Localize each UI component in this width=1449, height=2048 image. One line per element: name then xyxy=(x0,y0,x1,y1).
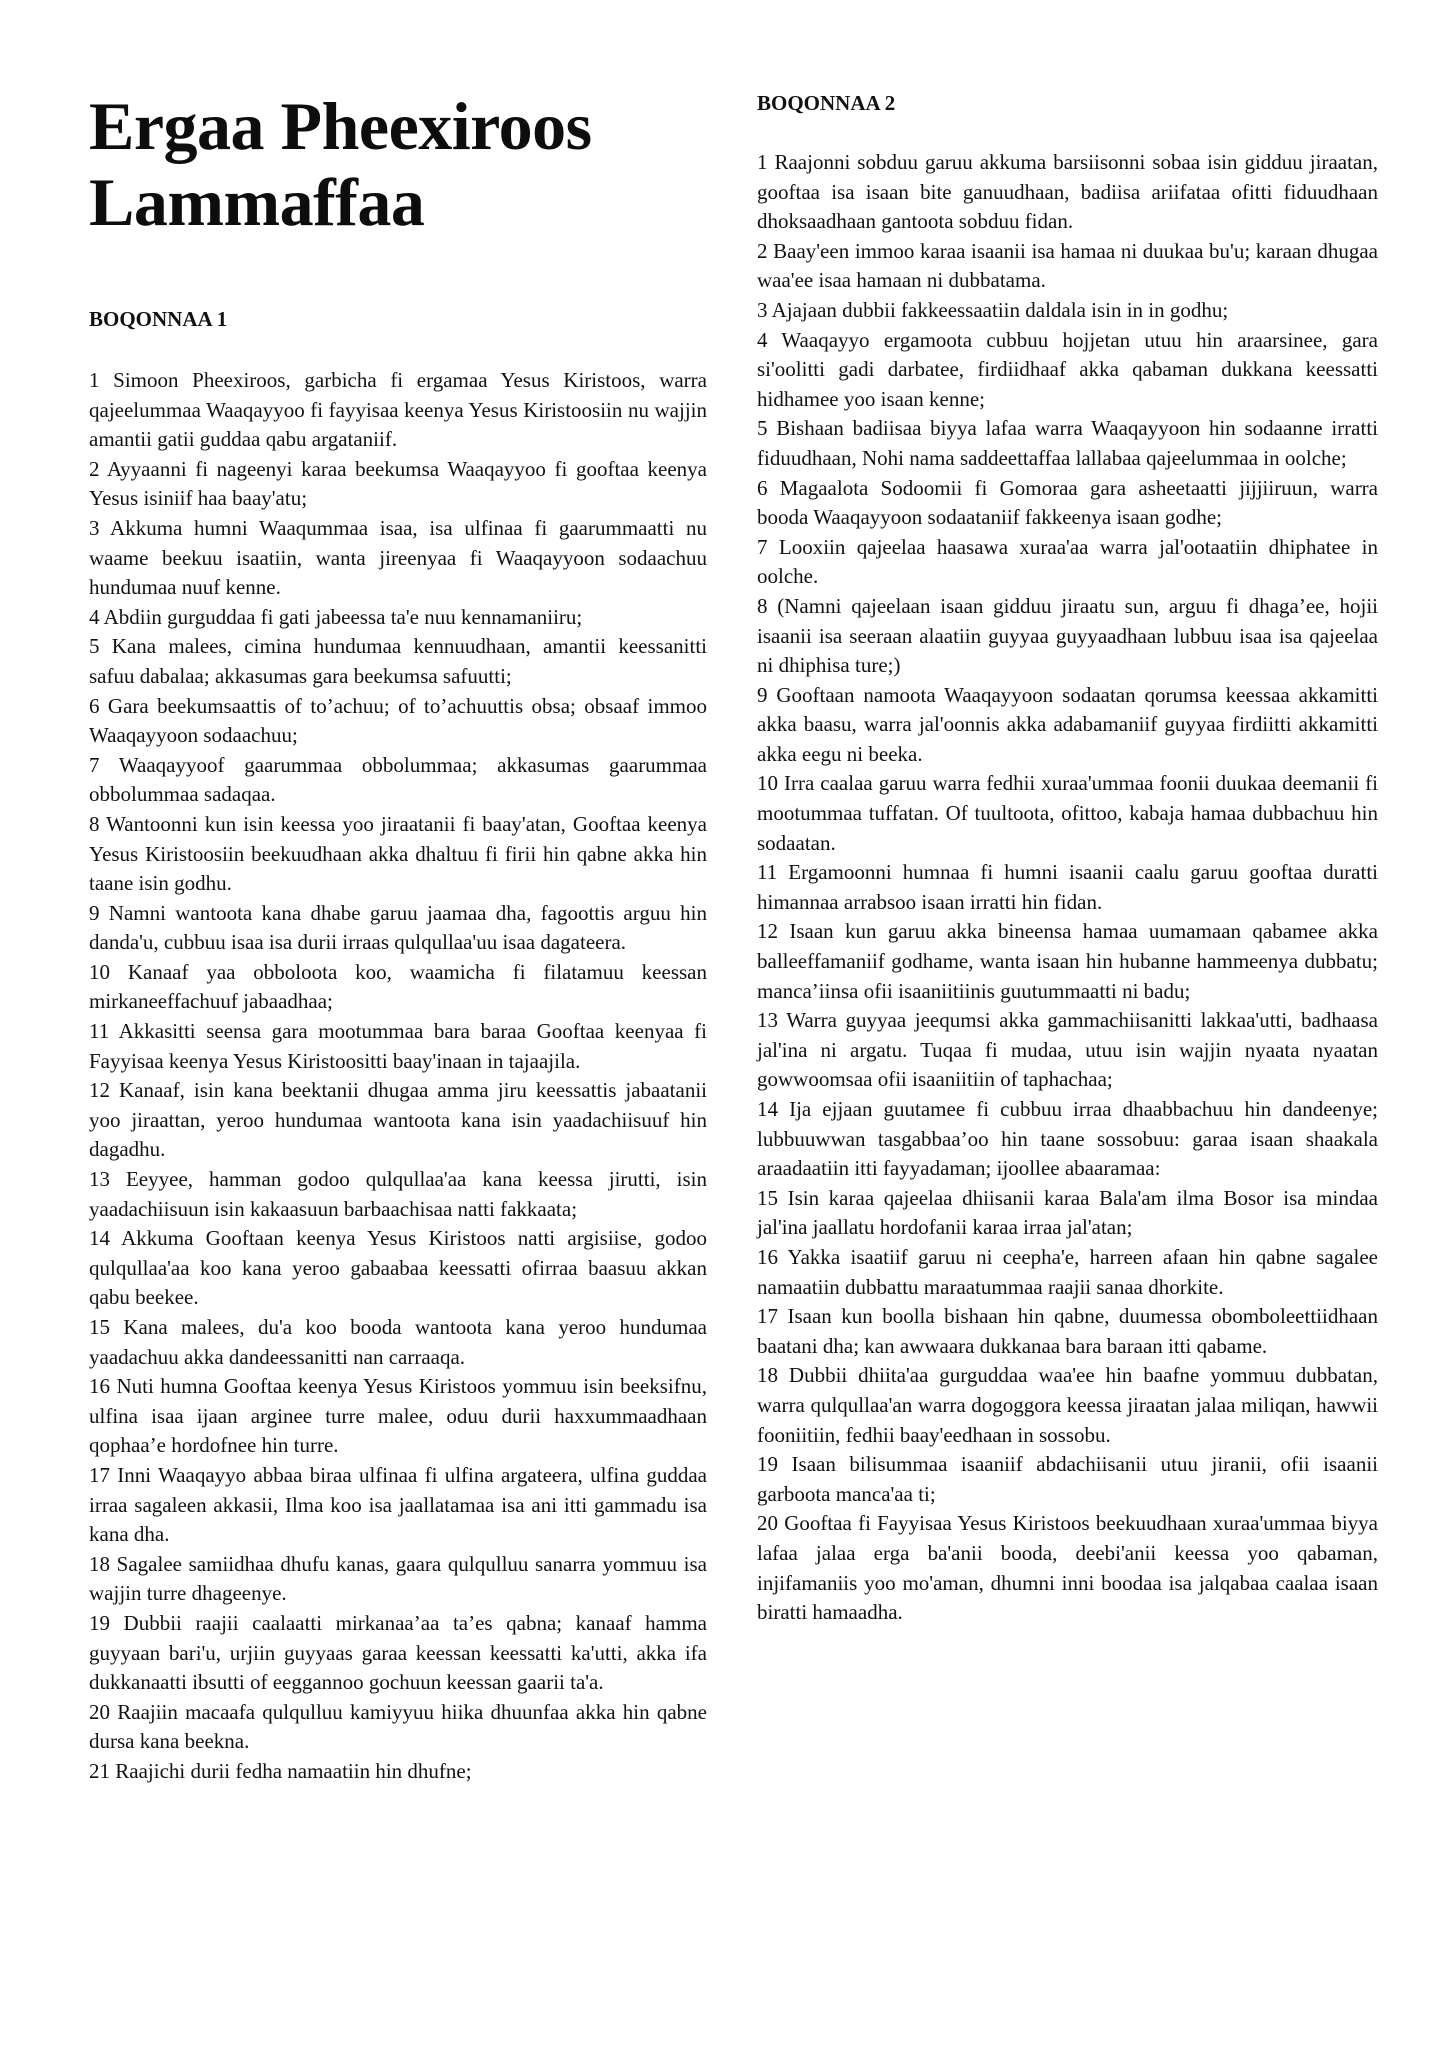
verse: 11 Ergamoonni humnaa fi humni isaanii caalu garuu gooftaa duratti himannaa arrabsoo isaan irratti hin fidan. xyxy=(757,860,1378,914)
verse: 18 Dubbii dhiita'aa gurguddaa waa'ee hin baafne yommuu dubbatan, warra qulqullaa'an warra dogoggora keessa jiraatan jalaa miliqan, hawwii fooniitiin, fedhii baay'eedhaan in sossobu. xyxy=(757,1363,1378,1447)
verse: 7 Waaqayyoof gaarummaa obbolummaa; akkasumas gaarummaa obbolummaa sadaqaa. xyxy=(89,752,707,807)
verse: 9 Namni wantoota kana dhabe garuu jaamaa dha, fagoottis arguu hin danda'u, cubbuu isaa isa durii irraas qulqullaa'uu isaa dagateera. xyxy=(89,900,707,955)
verse: 19 Dubbii raajii caalaatti mirkanaa’aa ta’es qabna; kanaaf hamma guyyaan bari'u, urjiin guyyaas garaa keessan keessatti ka'utti, akka ifa dukkanaatti ibsutti of eeggannoo gochuun keessan gaarii ta'a. xyxy=(89,1610,707,1695)
verse: 6 Magaalota Sodoomii fi Gomoraa gara asheetaatti jijjiiruun, warra booda Waaqayyoon sodaataniif fakkeenya isaan godhe; xyxy=(757,475,1378,530)
verse: 15 Kana malees, du'a koo booda wantoota kana yeroo hundumaa yaadachuu akka dandeessanitti nan carraaqa. xyxy=(89,1315,707,1369)
verse: 16 Nuti humna Gooftaa keenya Yesus Kiristoos yommuu isin beeksifnu, ulfina isaa ijaan arginee turre malee, oduu durii haxxummaadhaan qophaa’e hordofnee hin turre. xyxy=(89,1374,707,1458)
chapter-1-heading: BOQONNAA 1 xyxy=(89,307,228,331)
verse: 7 Looxiin qajeelaa haasawa xuraa'aa warra jal'ootaatiin dhiphatee in oolche. xyxy=(757,534,1378,589)
verse: 14 Akkuma Gooftaan keenya Yesus Kiristoos natti argisiise, godoo qulqullaa'aa koo kana yeroo gabaabaa keessatti ofirraa baasuu akkan qabu beekee. xyxy=(89,1226,707,1310)
verse: 17 Isaan kun boolla bishaan hin qabne, duumessa obomboleettiidhaan baatani dha; kan awwaara dukkanaa bara baraan itti qabame. xyxy=(757,1304,1378,1358)
verse: 4 Waaqayyo ergamoota cubbuu hojjetan utuu hin araarsinee, gara si'oolitti gadi darbatee, firdiidhaaf akka qabaman dukkana keessatti hidhamee yoo isaan kenne; xyxy=(757,327,1378,411)
verse: 1 Simoon Pheexiroos, garbicha fi ergamaa Yesus Kiristoos, warra qajeelummaa Waaqayyoo fi fayyisaa keenya Yesus Kiristoosiin nu wajjin amantii gatii guddaa qabu argataniif. xyxy=(89,368,707,452)
verse: 2 Ayyaanni fi nageenyi karaa beekumsa Waaqayyoo fi gooftaa keenya Yesus isiniif haa baay'atu; xyxy=(89,456,707,511)
verse: 3 Akkuma humni Waaqummaa isaa, isa ulfinaa fi gaarummaatti nu waame beekuu isaatiin, wanta jireenyaa fi Waaqayyoon sodaachuu hundumaa nuuf kenne. xyxy=(89,515,707,600)
verse: 18 Sagalee samiidhaa dhufu kanas, gaara qulqulluu sanarra yommuu isa wajjin turre dhageenye. xyxy=(89,1551,707,1606)
verse: 5 Kana malees, cimina hundumaa kennuudhaan, amantii keessanitti safuu dabalaa; akkasumas gara beekumsa safuutti; xyxy=(89,634,707,688)
verse: 2 Baay'een immoo karaa isaanii isa hamaa ni duukaa bu'u; karaan dhugaa waa'ee isaa hamaan ni dubbatama. xyxy=(757,238,1378,293)
verse: 5 Bishaan badiisaa biyya lafaa warra Waaqayyoon hin sodaanne irratti fiduudhaan, Nohi nama saddeettaffaa lallabaa qajeelummaa in oolche; xyxy=(757,416,1378,470)
verse: 8 Wantoonni kun isin keessa yoo jiraatanii fi baay'atan, Gooftaa keenya Yesus Kiristoosiin beekuudhaan akka dhaltuu fi firii hin qabne akka hin taane isin godhu. xyxy=(89,811,707,896)
chapter-2-verses xyxy=(757,148,1378,1628)
verse: 10 Kanaaf yaa obboloota koo, waamicha fi filatamuu keessan mirkaneeffachuuf jabaadhaa; xyxy=(89,959,707,1014)
verse: 4 Abdiin gurguddaa fi gati jabeessa ta'e nuu kennamaniiru; xyxy=(89,604,583,629)
verse: 16 Yakka isaatiif garuu ni ceepha'e, harreen afaan hin qabne sagalee namaatiin dubbattu maraatummaa raajii sanaa dhorkite. xyxy=(757,1244,1378,1299)
verse: 1 Raajonni sobduu garuu akkuma barsiisonni sobaa isin gidduu jiraatan, gooftaa isa isaan bite ganuudhaan, badiisa ariifataa ofitti fiduudhaan dhoksaadhaan gantoota sobduu fidan. xyxy=(757,150,1378,234)
verse: 8 (Namni qajeelaan isaan gidduu jiraatu sun, arguu fi dhaga’ee, hojii isaanii isa seeraan alaatiin guyyaa guyyaadhaan lubbuu isaa isa qajeelaa ni dhiphisa ture;) xyxy=(757,593,1378,678)
verse: 9 Gooftaan namoota Waaqayyoon sodaatan qorumsa keessaa akkamitti akka baasu, warra jal'oonnis akka adabamaniif guyyaa firdiitti akkamitti akka eegu ni beeka. xyxy=(757,682,1378,766)
verse: 6 Gara beekumsaattis of to’achuu; of to’achuuttis obsa; obsaaf immoo Waaqayyoon sodaachuu; xyxy=(89,693,707,748)
verse: 13 Warra guyyaa jeequmsi akka gammachiisanitti lakkaa'utti, badhaasa jal'ina ni argatu. Tuqaa fi mudaa, utuu isin wajjin nyaata nyaatan gowwoomsaa ofii isaaniitiin of taphachaa; xyxy=(757,1008,1378,1092)
verse: 11 Akkasitti seensa gara mootummaa bara baraa Gooftaa keenyaa fi Fayyisaa keenya Yesus Kiristoositti baay'inaan in tajaajila. xyxy=(89,1019,707,1073)
verse: 15 Isin karaa qajeelaa dhiisanii karaa Bala'am ilma Bosor isa mindaa jal'ina jaallatu hordofanii karaa irraa jal'atan; xyxy=(757,1185,1378,1240)
book-title-line-1: Ergaa Pheexiroos xyxy=(89,88,592,164)
verse: 12 Isaan kun garuu akka bineensa hamaa uumamaan qabamee akka balleeffamaniif godhame, wanta isaan hin hubanne hammeenya dubbatu; manca’iinsa ofii isaaniitiinis guutummaatti ni badu; xyxy=(757,919,1378,1003)
verse: 10 Irra caalaa garuu warra fedhii xuraa'ummaa foonii duukaa deemanii fi mootummaa tuffatan. Of tuultoota, ofittoo, kabaja hamaa dubbachuu hin sodaatan. xyxy=(757,771,1378,855)
verse: 13 Eeyyee, hamman godoo qulqullaa'aa kana keessa jirutti, isin yaadachiisuun isin kakaasuun barbaachisaa natti fakkaata; xyxy=(89,1167,707,1221)
verse: 20 Gooftaa fi Fayyisaa Yesus Kiristoos beekuudhaan xuraa'ummaa biyya lafaa jalaa erga ba'anii booda, deebi'anii keessa yoo qabaman, injifamaniis yoo mo'aman, dhumni inni boodaa isa jalqabaa caalaa isaan biratti hamaadha. xyxy=(757,1511,1378,1625)
verse: 3 Ajajaan dubbii fakkeessaatiin daldala isin in in godhu; xyxy=(757,297,1229,322)
verse: 17 Inni Waaqayyo abbaa biraa ulfinaa fi ulfina argateera, ulfina guddaa irraa sagaleen akkasii, Ilma koo isa jaallatamaa isa ani itti gammadu isa kana dha. xyxy=(89,1462,707,1547)
verse: 19 Isaan bilisummaa isaaniif abdachiisanii utuu jiranii, ofii isaanii garboota manca'aa ti; xyxy=(757,1452,1378,1506)
verse: 14 Ija ejjaan guutamee fi cubbuu irraa dhaabbachuu hin dandeenye; lubbuuwwan tasgabbaa’oo hin taane sossobuu: garaa isaan shaakala araadaatiin itti fayyadaman; ijoollee abaaramaa: xyxy=(757,1097,1378,1181)
verse: 12 Kanaaf, isin kana beektanii dhugaa amma jiru keessattis jabaatanii yoo jiraattan, yeroo hundumaa wantoota kana isin yaadachiisuuf hin dagadhu. xyxy=(89,1078,707,1162)
verse: 20 Raajiin macaafa qulqulluu kamiyyuu hiika dhuunfaa akka hin qabne dursa kana beekna. xyxy=(89,1699,707,1754)
book-title-line-2: Lammaffaa xyxy=(89,164,425,240)
verse: 21 Raajichi durii fedha namaatiin hin dhufne; xyxy=(89,1758,472,1783)
book-title xyxy=(89,88,592,240)
chapter-2-heading: BOQONNAA 2 xyxy=(757,91,896,115)
chapter-1-verses xyxy=(89,366,707,1787)
